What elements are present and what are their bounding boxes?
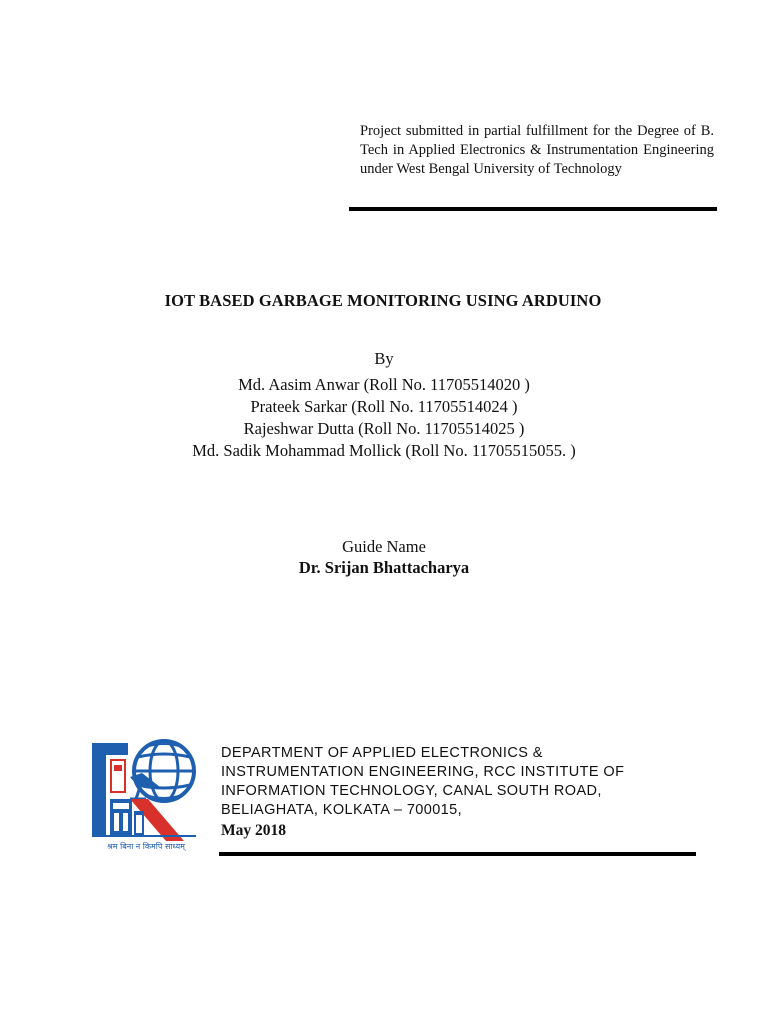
- project-title-text: IOT BASED GARBAGE MONITORING USING ARDUINO: [164, 291, 602, 310]
- top-divider: [349, 207, 717, 211]
- submission-statement: Project submitted in partial fulfillment for the Degree of B. Tech in Applied Electronics & Instrumentation Engineering under West Bengal University of Technology: [360, 123, 714, 177]
- logo-blue-top: [92, 743, 128, 755]
- department-line: INFORMATION TECHNOLOGY, CANAL SOUTH ROAD,: [221, 783, 602, 799]
- guide-name: Dr. Srijan Bhattacharya: [298, 558, 470, 577]
- department-line: BELIAGHATA, KOLKATA – 700015,: [221, 802, 463, 818]
- author-line: Md. Aasim Anwar (Roll No. 11705514020 ): [238, 375, 530, 394]
- logo-motto: श्रम बिना न किमपि साध्यम्: [107, 842, 185, 851]
- institute-logo: [90, 737, 202, 853]
- department-line: INSTRUMENTATION ENGINEERING, RCC INSTITUTE OF: [221, 764, 625, 780]
- logo-blue-bar: [92, 743, 106, 835]
- authors-block: [0, 348, 768, 462]
- department-address: [221, 744, 681, 840]
- author-line: Rajeshwar Dutta (Roll No. 11705514025 ): [243, 419, 525, 438]
- bottom-divider: [219, 852, 696, 856]
- submission-date: May 2018: [221, 822, 287, 839]
- by-label: By: [374, 349, 394, 368]
- logo-globe: [134, 741, 194, 801]
- guide-label: Guide Name: [342, 537, 426, 556]
- author-line: Md. Sadik Mohammad Mollick (Roll No. 11705515055. ): [192, 441, 576, 460]
- department-line: DEPARTMENT OF APPLIED ELECTRONICS &: [221, 745, 543, 761]
- guide-block: [0, 536, 768, 578]
- project-title: [0, 291, 768, 311]
- author-line: Prateek Sarkar (Roll No. 11705514024 ): [250, 397, 518, 416]
